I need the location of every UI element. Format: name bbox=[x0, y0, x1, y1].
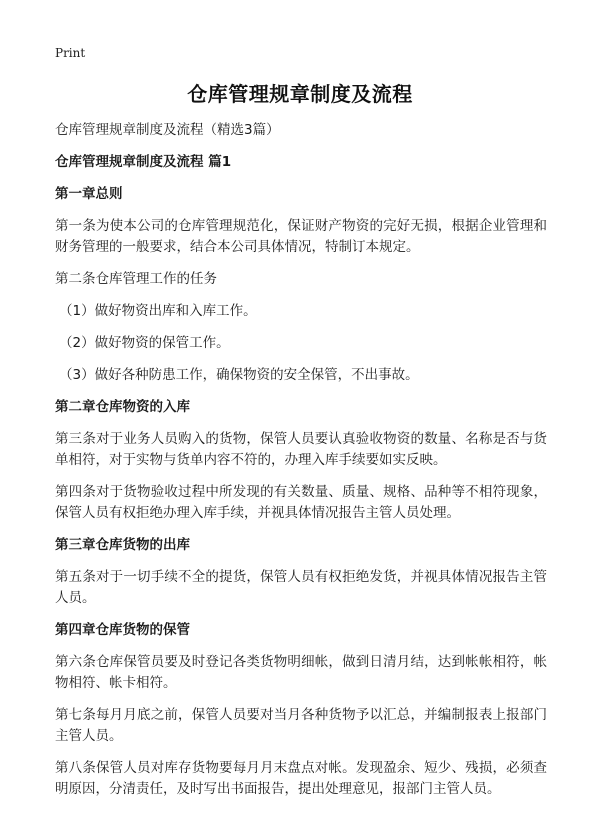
chapter-heading: 第一章总则 bbox=[55, 186, 123, 202]
paragraph: 第二条仓库管理工作的任务 bbox=[55, 271, 217, 287]
paragraph: 第七条每月月底之前，保管人员要对当月各种货物予以汇总，并编制报表上报部门主管人员。 bbox=[55, 707, 547, 744]
paragraph: 第八条保管人员对库存货物要每月月末盘点对帐。发现盈余、短少、残损，必须查明原因，分清责任，及时写出书面报告，提出处理意见，报部门主管人员。 bbox=[55, 760, 547, 797]
paragraph: 第五条对于一切手续不全的提货，保管人员有权拒绝发货，并视具体情况报告主管人员。 bbox=[55, 569, 547, 606]
chapter-heading: 第四章仓库货物的保管 bbox=[55, 622, 190, 638]
document-body bbox=[55, 120, 547, 811]
paragraph: 第三条对于业务人员购入的货物，保管人员要认真验收物资的数量、名称是否与货单相符，对于实物与货单内容不符的，办理入库手续要如实反映。 bbox=[55, 431, 547, 468]
chapter-heading: 第二章仓库物资的入库 bbox=[55, 399, 190, 415]
paragraph: 第一条为使本公司的仓库管理规范化，保证财产物资的完好无损，根据企业管理和财务管理的一般要求，结合本公司具体情况，特制订本规定。 bbox=[55, 218, 547, 255]
print-label[interactable]: Print bbox=[55, 46, 86, 60]
document-subtitle: 仓库管理规章制度及流程（精选3篇） bbox=[55, 122, 280, 138]
list-item: （1）做好物资出库和入库工作。 bbox=[59, 303, 257, 319]
list-item: （2）做好物资的保管工作。 bbox=[59, 335, 230, 351]
paragraph: 第四条对于货物验收过程中所发现的有关数量、质量、规格、品种等不相符现象，保管人员有权拒绝办理入库手续，并视具体情况报告主管人员处理。 bbox=[55, 484, 547, 521]
article-heading: 仓库管理规章制度及流程 篇1 bbox=[55, 154, 232, 170]
page-title: 仓库管理规章制度及流程 bbox=[187, 82, 413, 106]
chapter-heading: 第三章仓库货物的出库 bbox=[55, 537, 190, 553]
paragraph: 第六条仓库保管员要及时登记各类货物明细帐，做到日清月结，达到帐帐相符，帐物相符、帐卡相符。 bbox=[55, 654, 547, 691]
list-item: （3）做好各种防患工作，确保物资的安全保管，不出事故。 bbox=[59, 367, 419, 383]
